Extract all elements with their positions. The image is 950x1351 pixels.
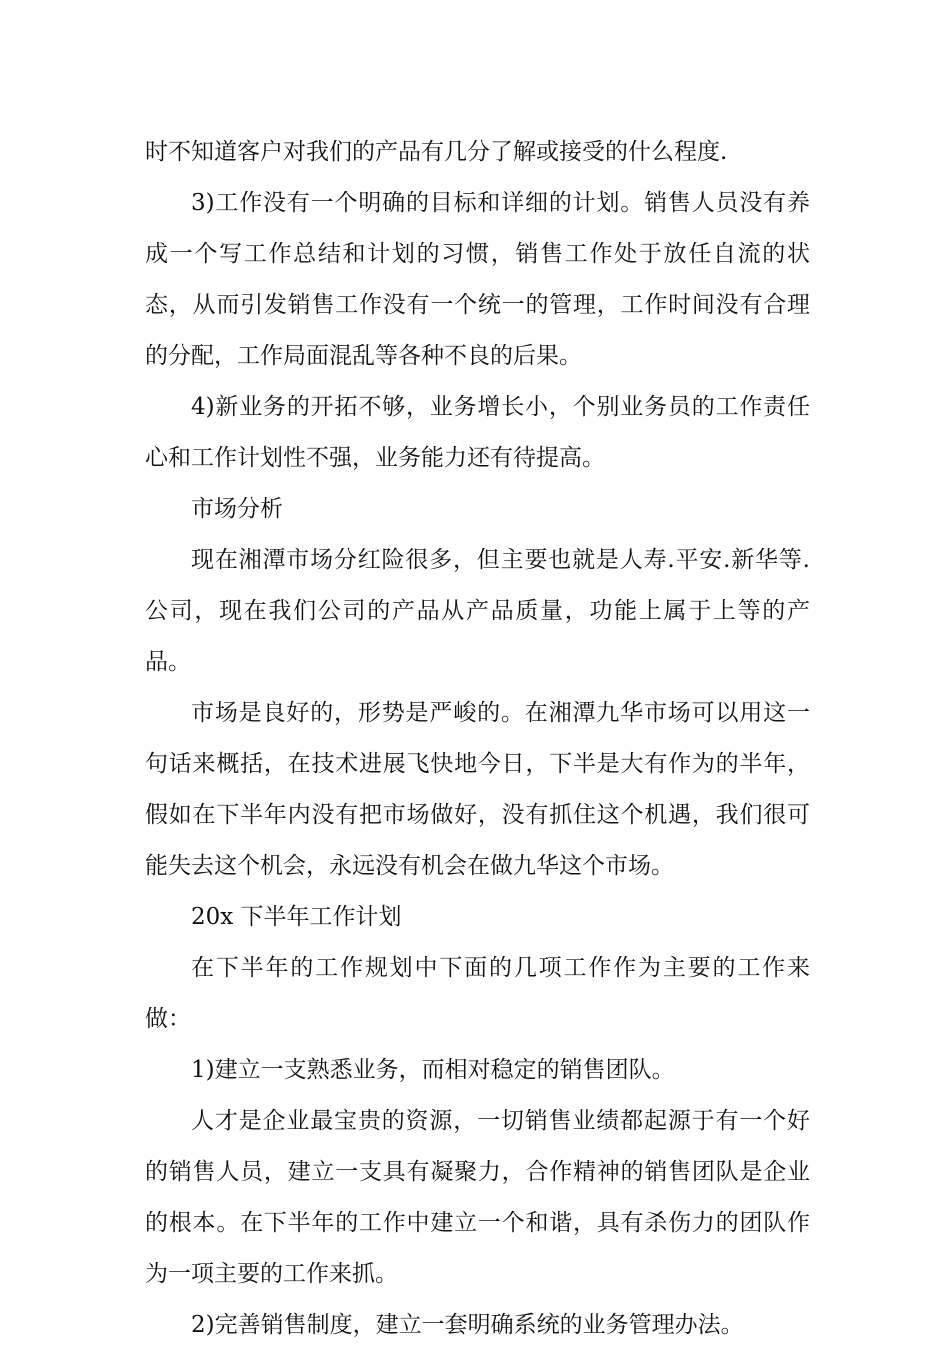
paragraph-point-3: 3)工作没有一个明确的目标和详细的计划。销售人员没有养成一个写工作总结和计划的习惯，销售工作处于放任自流的状态，从而引发销售工作没有一个统一的管理，工作时间没有合理的分配，工作局面混乱等各种不良的后果。 (145, 190, 810, 369)
document-body (145, 127, 810, 1351)
paragraph-plan-intro: 在下半年的工作规划中下面的几项工作作为主要的工作来做： (145, 955, 810, 1032)
paragraph-market-outlook: 市场是良好的，形势是严峻的。在湘潭九华市场可以用这一句话来概括，在技术进展飞快地今日，下半是大有作为的半年，假如在下半年内没有把市场做好，没有抓住这个机遇，我们很可能失去这个机会，永远没有机会在做九华这个市场。 (145, 700, 810, 879)
paragraph-continuation: 时不知道客户对我们的产品有几分了解或接受的什么程度. (145, 139, 728, 165)
section-heading-market-analysis: 市场分析 (191, 496, 283, 522)
paragraph-point-4: 4)新业务的开拓不够，业务增长小，个别业务员的工作责任心和工作计划性不强，业务能力还有待提高。 (145, 394, 810, 471)
paragraph-market-overview: 现在湘潭市场分红险很多，但主要也就是人寿.平安.新华等.公司，现在我们公司的产品从产品质量，功能上属于上等的产品。 (145, 547, 810, 675)
paragraph-team-building: 人才是企业最宝贵的资源，一切销售业绩都起源于有一个好的销售人员，建立一支具有凝聚力，合作精神的销售团队是企业的根本。在下半年的工作中建立一个和谐，具有杀伤力的团队作为一项主要的工作来抓。 (145, 1108, 810, 1287)
paragraph-plan-item-2: 2)完善销售制度，建立一套明确系统的业务管理办法。 (191, 1312, 744, 1338)
section-heading-work-plan: 20x 下半年工作计划 (191, 904, 402, 930)
paragraph-plan-item-1: 1)建立一支熟悉业务，而相对稳定的销售团队。 (191, 1057, 675, 1083)
